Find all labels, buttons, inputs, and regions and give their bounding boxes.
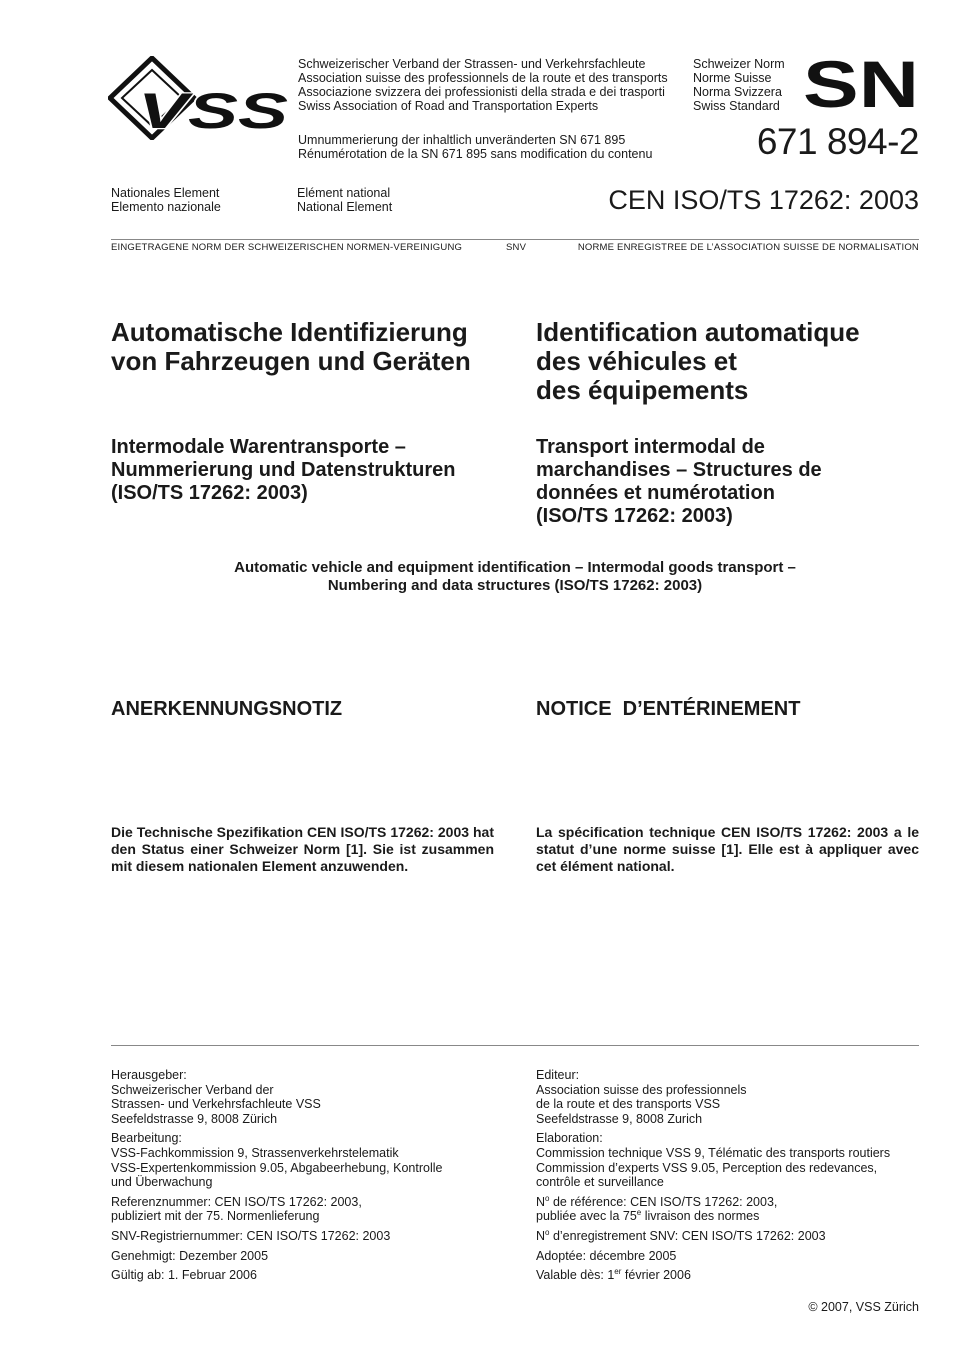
processing-line: und Überwachung <box>111 1175 213 1190</box>
subtitle-line: (ISO/TS 17262: 2003) <box>111 482 308 504</box>
sn-logo-text: SN <box>803 57 919 109</box>
standard-number: 671 894-2 <box>756 121 919 162</box>
notice-text-de: Die Technische Spezifikation CEN ISO/TS 17262: 2003 hat den Status einer Schweizer Norm [1]. Sie ist zusammen mit diesem nationalen Element anzuwenden. <box>111 824 494 874</box>
publisher-label: Herausgeber: <box>111 1068 187 1082</box>
reference-line <box>536 1195 936 1210</box>
reference-block <box>536 1195 936 1224</box>
subtitle-line: données et numérotation <box>536 482 775 504</box>
superscript: o <box>545 1193 550 1203</box>
element-line: Nationales Element <box>111 186 220 200</box>
vss-logo-text: VSS <box>138 83 288 139</box>
publisher-line: Schweizerischer Verband der <box>111 1082 274 1097</box>
publisher-block <box>111 1068 511 1126</box>
registry-note-fr: NORME ENREGISTREE DE L’ASSOCIATION SUISSE DE NORMALISATION <box>577 242 919 253</box>
footer-divider <box>111 1045 919 1046</box>
title-line: des équipements <box>536 375 749 405</box>
org-line: Association suisse des professionnels de la route et des transports <box>298 71 668 85</box>
standard-line: Norma Svizzera <box>693 85 782 99</box>
processing-line: VSS-Fachkommission 9, Strassenverkehrstelematik <box>111 1145 399 1160</box>
reference-text: publiée avec la 75 <box>536 1209 637 1224</box>
org-line: Schweizerischer Verband der Strassen- und Verkehrsfachleute <box>298 57 646 71</box>
copyright-notice: © 2007, VSS Zürich <box>808 1300 919 1314</box>
processing-block <box>111 1131 511 1189</box>
snv-text: N <box>536 1228 546 1243</box>
english-title-line: Numbering and data structures (ISO/TS 17262: 2003) <box>327 577 703 594</box>
imprint-de <box>111 1068 511 1288</box>
imprint-fr <box>536 1068 936 1288</box>
reference-block <box>111 1195 511 1224</box>
processing-line: Commission technique VSS 9, Télématic des transports routiers <box>536 1145 891 1160</box>
publisher-line: Strassen- und Verkehrsfachleute VSS <box>111 1097 321 1112</box>
renumber-line: Umnummerierung der inhaltlich unveränderten SN 671 895 <box>298 133 626 147</box>
header-divider <box>111 239 919 240</box>
snv-registration: SNV-Registriernummer: CEN ISO/TS 17262: 2003 <box>111 1228 391 1243</box>
org-line: Swiss Association of Road and Transportation Experts <box>298 99 599 113</box>
processing-line: contrôle et surveillance <box>536 1175 664 1190</box>
snv-registration <box>536 1229 936 1244</box>
element-label-fr <box>297 186 392 214</box>
valid-text: février 2006 <box>621 1268 691 1283</box>
title-line: von Fahrzeugen und Geräten <box>111 346 471 376</box>
main-title-fr <box>536 318 860 405</box>
standard-type <box>693 57 785 113</box>
publisher-line: de la route et des transports VSS <box>536 1097 721 1112</box>
renumber-line: Rénumérotation de la SN 671 895 sans modification du contenu <box>298 147 653 161</box>
title-line: Identification automatique <box>536 317 860 347</box>
approval-date: Genehmigt: Dezember 2005 <box>111 1248 269 1263</box>
approval-date: Adoptée: décembre 2005 <box>536 1248 677 1263</box>
publisher-block <box>536 1068 936 1126</box>
element-label-de <box>111 186 221 214</box>
publisher-label: Editeur: <box>536 1068 580 1082</box>
subtitle-line: marchandises – Structures de <box>536 459 822 481</box>
notice-heading-fr: NOTICE D’ENTÉRINEMENT <box>536 698 801 720</box>
registry-note-de: EINGETRAGENE NORM DER SCHWEIZERISCHEN NORMEN-VEREINIGUNG <box>111 242 463 253</box>
organization-names <box>298 57 668 113</box>
reference-line <box>536 1209 936 1224</box>
english-title-line: Automatic vehicle and equipment identification – Intermodal goods transport – <box>234 559 796 576</box>
publisher-line: Seefeldstrasse 9, 8008 Zürich <box>111 1111 278 1126</box>
sn-logo <box>803 57 919 109</box>
org-line: Associazione svizzera dei professionisti della strada e dei trasporti <box>298 85 665 99</box>
english-title <box>111 559 919 595</box>
snv-text: d’enregistrement SNV: CEN ISO/TS 17262: 2003 <box>549 1228 826 1243</box>
superscript: o <box>545 1227 550 1237</box>
publisher-line: Seefeldstrasse 9, 8008 Zurich <box>536 1111 703 1126</box>
standard-line: Norme Suisse <box>693 71 772 85</box>
subtitle-fr <box>536 436 822 528</box>
processing-label: Bearbeitung: <box>111 1131 182 1146</box>
main-title-de <box>111 318 471 376</box>
superscript: e <box>636 1208 642 1218</box>
subtitle-line: Nummerierung und Datenstrukturen <box>111 459 456 481</box>
subtitle-line: Intermodale Warentransporte – <box>111 436 406 458</box>
reference-text: livraison des normes <box>641 1209 760 1224</box>
vss-logo <box>108 56 293 140</box>
element-line: Elemento nazionale <box>111 200 221 214</box>
valid-from-date: Gültig ab: 1. Februar 2006 <box>111 1268 257 1283</box>
valid-from-date <box>536 1268 936 1283</box>
renumbering-note <box>298 133 652 161</box>
title-line: des véhicules et <box>536 346 737 376</box>
notice-heading-de: ANERKENNUNGSNOTIZ <box>111 698 343 720</box>
processing-line: VSS-Expertenkommission 9.05, Abgabeerhebung, Kontrolle <box>111 1160 443 1175</box>
standard-line: Schweizer Norm <box>693 57 785 71</box>
reference-text: de référence: CEN ISO/TS 17262: 2003, <box>549 1194 778 1209</box>
superscript: er <box>614 1267 622 1277</box>
reference-line: publiziert mit der 75. Normenlieferung <box>111 1209 320 1224</box>
processing-label: Elaboration: <box>536 1131 603 1146</box>
cen-reference-title: CEN ISO/TS 17262: 2003 <box>608 185 919 215</box>
notice-text-fr: La spécification technique CEN ISO/TS 17262: 2003 a le statut d’une norme suisse [1]. Elle est à appliquer avec cet élément national. <box>536 824 919 874</box>
reference-line: Referenznummer: CEN ISO/TS 17262: 2003, <box>111 1194 362 1209</box>
reference-text: N <box>536 1194 546 1209</box>
standard-line: Swiss Standard <box>693 99 780 113</box>
publisher-line: Association suisse des professionnels <box>536 1082 747 1097</box>
valid-text: Valable dès: 1 <box>536 1268 615 1283</box>
processing-block <box>536 1131 936 1189</box>
element-line: National Element <box>297 200 393 214</box>
title-line: Automatische Identifizierung <box>111 317 468 347</box>
element-line: Elément national <box>297 186 391 200</box>
subtitle-line: (ISO/TS 17262: 2003) <box>536 505 733 527</box>
subtitle-line: Transport intermodal de <box>536 436 765 458</box>
processing-line: Commission d’experts VSS 9.05, Perception des redevances, <box>536 1160 878 1175</box>
registry-snv: SNV <box>506 242 527 253</box>
subtitle-de <box>111 436 455 505</box>
